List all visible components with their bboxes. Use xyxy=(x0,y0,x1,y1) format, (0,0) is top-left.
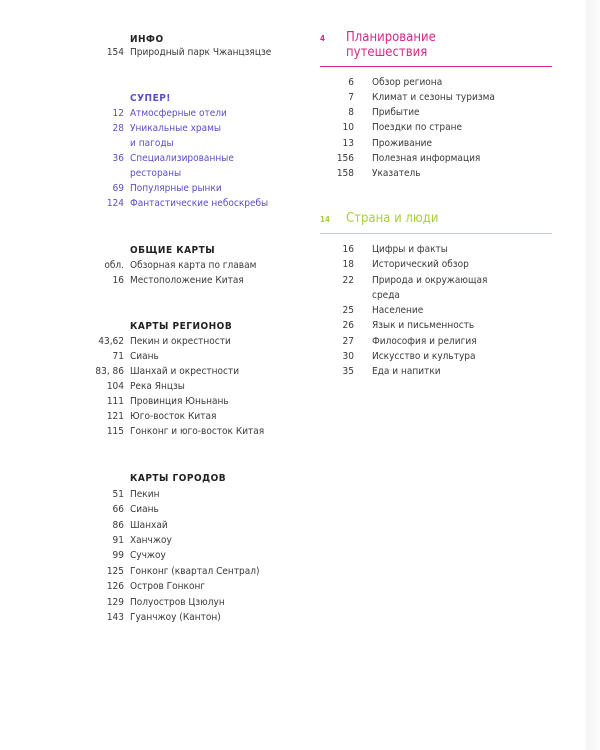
page-edge xyxy=(586,0,600,750)
entry-text: Климат и сезоны туризма xyxy=(372,92,495,103)
entry-text: Гонконг (квартал Сентрал) xyxy=(130,566,260,577)
entry-text: Полезная информация xyxy=(372,153,481,164)
entry-text: Обзор региона xyxy=(372,77,443,88)
page-number: 6 xyxy=(348,77,354,88)
page-number: 36 xyxy=(112,153,124,164)
page-number: 16 xyxy=(112,275,124,286)
super-heading: СУПЕР! xyxy=(130,93,171,104)
entry-text: Население xyxy=(372,305,424,316)
page-number: 86 xyxy=(112,520,124,531)
entry-text: Пекин xyxy=(130,489,160,500)
entry-text: Местоположение Китая xyxy=(130,275,244,286)
page-number: 18 xyxy=(342,259,354,270)
entry-text: Полуостров Цзюлун xyxy=(130,597,225,608)
page-number: 124 xyxy=(106,198,124,209)
page-number: 30 xyxy=(342,351,354,362)
entry-text: Фантастические небоскребы xyxy=(130,198,269,209)
entry-text: Остров Гонконг xyxy=(130,581,206,592)
entry-text: Специализированные xyxy=(130,153,234,164)
entry-text: Проживание xyxy=(372,138,433,149)
entry-text: Сиань xyxy=(130,504,159,515)
entry-text: Провинция Юньнань xyxy=(130,396,229,407)
page-number: 125 xyxy=(106,566,124,577)
entry-text: Прибытие xyxy=(372,107,420,118)
page-number: 28 xyxy=(112,123,124,134)
page-number: 26 xyxy=(342,320,354,331)
section-page-number: 4 xyxy=(320,34,326,43)
page-number: 13 xyxy=(342,138,354,149)
page-number: 126 xyxy=(106,581,124,592)
page-number: 7 xyxy=(348,92,354,103)
entry-text: Гуанчжоу (Кантон) xyxy=(130,612,221,623)
section-page-number: 14 xyxy=(320,215,331,224)
page-number: 121 xyxy=(106,411,124,422)
page-number: 115 xyxy=(106,426,124,437)
page-number: 111 xyxy=(106,396,124,407)
entry-text: Шанхай и окрестности xyxy=(130,366,240,377)
page-number: 143 xyxy=(106,612,124,623)
page-number: 99 xyxy=(112,550,124,561)
entry-text: Природный парк Чжанцзяцзе xyxy=(130,47,272,58)
section-title-line1: Планирование xyxy=(346,30,436,45)
entry-text: Ханчжоу xyxy=(130,535,172,546)
entry-text: Гонконг и юго-восток Китая xyxy=(130,426,265,437)
entry-text: рестораны xyxy=(130,168,182,179)
page-number: 104 xyxy=(106,381,124,392)
entry-text: и пагоды xyxy=(130,138,174,149)
entry-text: Язык и письменность xyxy=(372,320,475,331)
info-heading: ИНФО xyxy=(130,34,164,45)
entry-text: Природа и окружающая xyxy=(372,275,488,286)
page-number: 8 xyxy=(348,107,354,118)
page-number: 156 xyxy=(336,153,354,164)
page-number: 83, 86 xyxy=(95,366,124,377)
page-number: 71 xyxy=(112,351,124,362)
page-number: 22 xyxy=(342,275,354,286)
city-maps-heading: КАРТЫ ГОРОДОВ xyxy=(130,473,227,484)
section-title-line2: путешествия xyxy=(346,45,428,60)
general-maps-heading: ОБЩИЕ КАРТЫ xyxy=(130,245,216,256)
section-title: Страна и люди xyxy=(346,211,439,226)
entry-text: Сиань xyxy=(130,351,159,362)
page-number: 27 xyxy=(342,336,354,347)
page-number: 129 xyxy=(106,597,124,608)
entry-text: Уникальные храмы xyxy=(130,123,222,134)
entry-text: Популярные рынки xyxy=(130,183,222,194)
entry-text: Пекин и окрестности xyxy=(130,336,231,347)
page-number: 16 xyxy=(342,244,354,255)
page-number: 69 xyxy=(112,183,124,194)
page-number: 35 xyxy=(342,366,354,377)
section-divider xyxy=(320,66,552,67)
page-number: 91 xyxy=(112,535,124,546)
section-divider xyxy=(320,233,552,234)
page-number: 25 xyxy=(342,305,354,316)
entry-text: Сучжоу xyxy=(130,550,166,561)
entry-text: Обзорная карта по главам xyxy=(130,260,257,271)
page-number: обл. xyxy=(104,260,124,271)
page-number: 154 xyxy=(106,47,124,58)
entry-text: среда xyxy=(372,290,400,301)
entry-text: Философия и религия xyxy=(372,336,477,347)
entry-text: Шанхай xyxy=(130,520,168,531)
entry-text: Атмосферные отели xyxy=(130,108,227,119)
page-number: 10 xyxy=(342,122,354,133)
region-maps-heading: КАРТЫ РЕГИОНОВ xyxy=(130,321,233,332)
page-number: 51 xyxy=(112,489,124,500)
entry-text: Поездки по стране xyxy=(372,122,463,133)
entry-text: Цифры и факты xyxy=(372,244,448,255)
entry-text: Еда и напитки xyxy=(372,366,441,377)
entry-text: Река Янцзы xyxy=(130,381,185,392)
page-number: 12 xyxy=(112,108,124,119)
entry-text: Юго-восток Китая xyxy=(130,411,217,422)
page-number: 43,62 xyxy=(98,336,124,347)
page-number: 66 xyxy=(112,504,124,515)
entry-text: Искусство и культура xyxy=(372,351,476,362)
entry-text: Указатель xyxy=(372,168,421,179)
entry-text: Исторический обзор xyxy=(372,259,469,270)
page-number: 158 xyxy=(336,168,354,179)
